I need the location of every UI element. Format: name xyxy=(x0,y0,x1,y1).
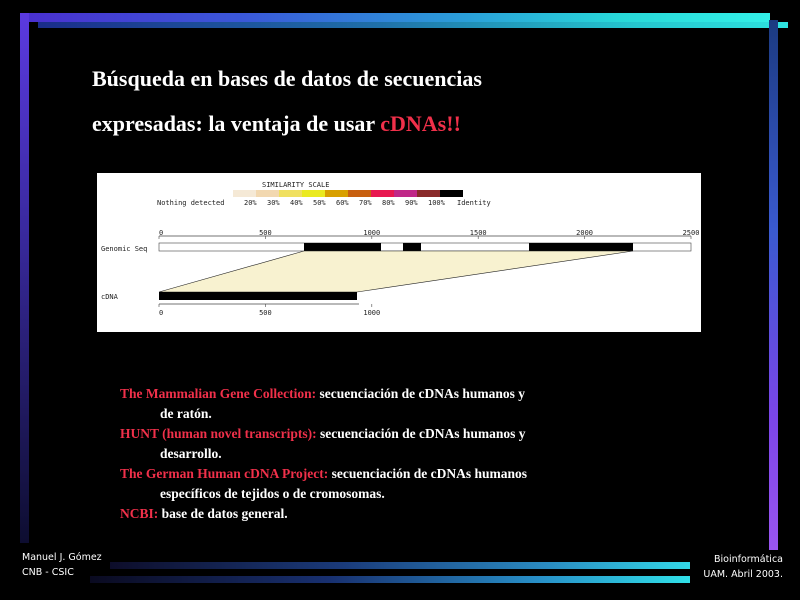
cdna-tick-label: 1000 xyxy=(363,309,381,317)
collection-name: HUNT (human novel transcripts): xyxy=(120,426,317,441)
similarity-swatch xyxy=(394,190,417,197)
similarity-swatch xyxy=(371,190,394,197)
exon-block xyxy=(403,243,421,251)
list-item xyxy=(120,424,600,464)
decorative-bottom-bar-secondary xyxy=(90,576,690,583)
list-item xyxy=(120,464,600,504)
decorative-bottom-bar xyxy=(110,562,690,569)
similarity-swatch xyxy=(325,190,348,197)
similarity-scale-tick: 30% xyxy=(267,199,280,207)
similarity-scale-tick: Nothing detected xyxy=(157,199,225,207)
author-name: Manuel J. Gómez xyxy=(22,552,102,563)
collections-list xyxy=(120,384,600,524)
alignment-figure xyxy=(97,173,701,332)
genomic-tick-label: 0 xyxy=(159,229,164,237)
similarity-scale-tick: 90% xyxy=(405,199,418,207)
similarity-swatch xyxy=(233,190,256,197)
decorative-top-bar xyxy=(20,13,770,22)
decorative-top-bar-secondary xyxy=(38,22,788,28)
similarity-swatch xyxy=(440,190,463,197)
similarity-swatch xyxy=(256,190,279,197)
list-item xyxy=(120,384,600,424)
title-accent: cDNAs!! xyxy=(380,111,461,136)
similarity-scale-tick: Identity xyxy=(457,199,491,207)
cdna-tick-label: 500 xyxy=(259,309,272,317)
similarity-scale xyxy=(157,181,491,207)
genomic-seq-label: Genomic Seq xyxy=(101,245,148,253)
institution: CNB - CSIC xyxy=(22,567,74,578)
cdna-label: cDNA xyxy=(101,293,118,301)
genomic-tick-label: 2500 xyxy=(682,229,700,237)
cdna-track xyxy=(159,292,357,300)
footer-author-block xyxy=(22,550,102,580)
similarity-scale-tick: 60% xyxy=(336,199,349,207)
similarity-swatch xyxy=(302,190,325,197)
similarity-swatch xyxy=(348,190,371,197)
collection-desc-cont: específicos de tejidos o de cromosomas. xyxy=(160,486,385,501)
cdna-axis xyxy=(159,304,380,317)
genomic-tick-label: 1000 xyxy=(363,229,381,237)
slide-title xyxy=(92,56,732,146)
collection-desc: base de datos general. xyxy=(161,506,288,521)
collection-desc: secuenciación de cDNAs humanos xyxy=(331,466,527,481)
similarity-scale-tick: 70% xyxy=(359,199,372,207)
footer-course-block xyxy=(697,552,783,582)
title-line-2-prefix: expresadas: la ventaja de usar xyxy=(92,111,375,136)
similarity-scale-tick: 20% xyxy=(244,199,257,207)
cdna-tick-label: 0 xyxy=(159,309,164,317)
course-date: UAM. Abril 2003. xyxy=(703,569,783,580)
collection-desc-cont: de ratón. xyxy=(160,406,212,421)
alignment-mapping xyxy=(159,251,633,292)
similarity-swatch xyxy=(417,190,440,197)
collection-name: The Mammalian Gene Collection: xyxy=(120,386,317,401)
similarity-scale-tick: 40% xyxy=(290,199,303,207)
decorative-right-bar xyxy=(769,20,778,550)
course-name: Bioinformática xyxy=(713,554,783,565)
collection-desc: secuenciación de cDNAs humanos y xyxy=(320,426,526,441)
similarity-scale-tick: 100% xyxy=(428,199,445,207)
list-item xyxy=(120,504,600,524)
exon-block xyxy=(304,243,381,251)
similarity-scale-tick: 80% xyxy=(382,199,395,207)
decorative-left-bar xyxy=(20,13,29,543)
genomic-tick-label: 2000 xyxy=(576,229,594,237)
genomic-tick-label: 500 xyxy=(259,229,272,237)
title-line-1: Búsqueda en bases de datos de secuencias xyxy=(92,66,482,91)
collection-name: NCBI: xyxy=(120,506,159,521)
collection-name: The German Human cDNA Project: xyxy=(120,466,329,481)
genomic-tick-label: 1500 xyxy=(469,229,487,237)
genomic-axis xyxy=(159,229,699,239)
similarity-scale-label: SIMILARITY SCALE xyxy=(262,181,330,189)
exon-block xyxy=(529,243,633,251)
collection-desc: secuenciación de cDNAs humanos y xyxy=(319,386,525,401)
similarity-scale-tick: 50% xyxy=(313,199,326,207)
collection-desc-cont: desarrollo. xyxy=(160,446,222,461)
similarity-swatch xyxy=(279,190,302,197)
title-line-2 xyxy=(92,101,732,146)
